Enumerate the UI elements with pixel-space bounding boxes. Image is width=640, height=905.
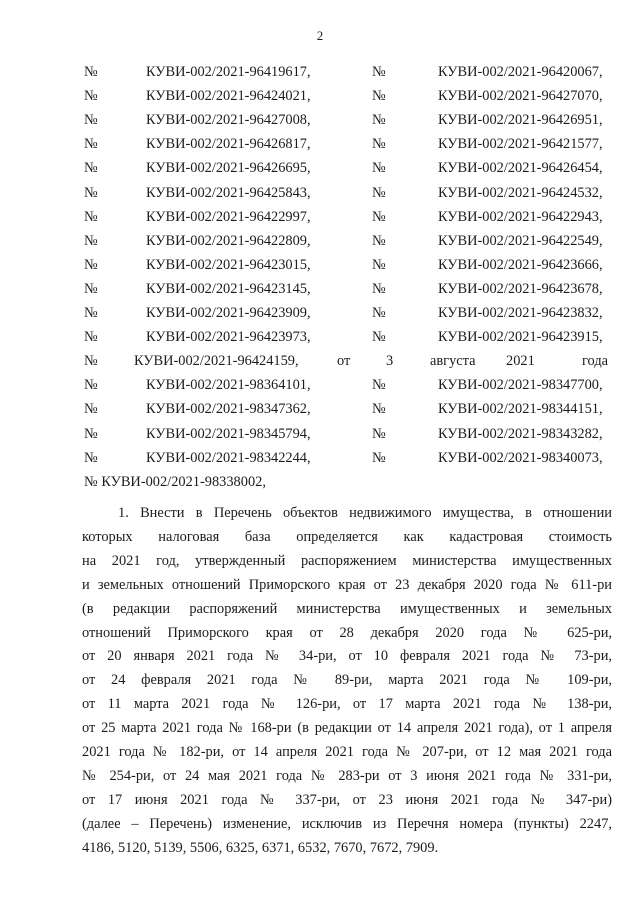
request-id: КУВИ-002/2021-98347362, bbox=[146, 401, 311, 418]
text-fragment: августа bbox=[430, 353, 476, 370]
request-id: КУВИ-002/2021-96423973, bbox=[146, 329, 311, 346]
paragraph-line: от 20 января 2021 года № 34-ри, от 10 февраля 2021 года № 73-ри, bbox=[82, 648, 612, 665]
text-fragment: года bbox=[582, 353, 609, 370]
request-id: КУВИ-002/2021-98344151, bbox=[438, 401, 603, 418]
number-sign: № bbox=[84, 112, 98, 129]
paragraph-line: которых налоговая база определяется как кадастровая стоимость bbox=[82, 528, 612, 545]
text-fragment: 2021 bbox=[506, 353, 535, 370]
number-sign: № bbox=[372, 401, 386, 418]
paragraph-line: от 24 февраля 2021 года № 89-ри, марта 2021 года № 109-ри, bbox=[82, 672, 612, 689]
number-sign: № bbox=[84, 329, 98, 346]
request-id: КУВИ-002/2021-98342244, bbox=[146, 449, 311, 466]
number-sign: № bbox=[372, 64, 386, 80]
number-sign: № bbox=[84, 280, 98, 297]
request-id: КУВИ-002/2021-96424532, bbox=[438, 184, 603, 201]
request-id: КУВИ-002/2021-96422809, bbox=[146, 232, 311, 249]
request-id: КУВИ-002/2021-98347700, bbox=[438, 377, 603, 394]
paragraph-line: отношений Приморского края от 28 декабря 2020 года № 625-ри, bbox=[82, 624, 612, 641]
number-sign: № bbox=[372, 232, 386, 249]
number-sign: № bbox=[84, 88, 98, 105]
paragraph-line: от 17 июня 2021 года № 337-ри, от 23 июня 2021 года № 347-ри) bbox=[82, 791, 612, 808]
number-sign: № bbox=[372, 112, 386, 129]
request-id: КУВИ-002/2021-98343282, bbox=[438, 425, 603, 442]
request-id: КУВИ-002/2021-96426951, bbox=[438, 112, 603, 129]
request-id: КУВИ-002/2021-96427008, bbox=[146, 112, 311, 129]
request-id-last: № КУВИ-002/2021-98338002, bbox=[84, 473, 266, 490]
number-sign: № bbox=[84, 64, 98, 80]
paragraph-line: 4186, 5120, 5139, 5506, 6325, 6371, 6532, 7670, 7672, 7909. bbox=[82, 839, 439, 856]
number-sign: № bbox=[372, 160, 386, 177]
request-id: КУВИ-002/2021-96426817, bbox=[146, 136, 311, 153]
request-id: КУВИ-002/2021-96421577, bbox=[438, 136, 603, 153]
number-sign: № bbox=[372, 305, 386, 321]
paragraph-line: 2021 года № 182-ри, от 14 апреля 2021 года № 207-ри, от 12 мая 2021 года bbox=[82, 744, 612, 760]
paragraph-line: (далее – Перечень) изменение, исключив из Перечня номера (пункты) 2247, bbox=[82, 815, 612, 832]
request-id: КУВИ-002/2021-96424159, bbox=[134, 353, 299, 370]
request-id: КУВИ-002/2021-96423666, bbox=[438, 256, 603, 273]
request-id: КУВИ-002/2021-96425843, bbox=[146, 184, 311, 201]
number-sign: № bbox=[84, 184, 98, 201]
number-sign: № bbox=[372, 88, 386, 105]
paragraph-line: от 11 марта 2021 года № 126-ри, от 17 марта 2021 года № 138-ри, bbox=[82, 696, 612, 713]
paragraph-line: 1. Внести в Перечень объектов недвижимого имущества, в отношении bbox=[118, 505, 612, 521]
request-id: КУВИ-002/2021-96423015, bbox=[146, 256, 311, 273]
paragraph-line: № 254-ри, от 24 мая 2021 года № 283-ри от 3 июня 2021 года № 331-ри, bbox=[82, 767, 612, 784]
request-id: КУВИ-002/2021-96419617, bbox=[146, 64, 311, 80]
number-sign: № bbox=[372, 329, 386, 346]
request-id: КУВИ-002/2021-96423145, bbox=[146, 280, 311, 297]
request-id: КУВИ-002/2021-98345794, bbox=[146, 425, 311, 442]
number-sign: № bbox=[84, 305, 98, 321]
request-id: КУВИ-002/2021-96423678, bbox=[438, 280, 603, 297]
request-id: КУВИ-002/2021-96424021, bbox=[146, 88, 311, 105]
request-id: КУВИ-002/2021-96426695, bbox=[146, 160, 311, 177]
number-sign: № bbox=[84, 208, 98, 225]
number-sign: № bbox=[372, 280, 386, 297]
request-id: КУВИ-002/2021-96420067, bbox=[438, 64, 603, 80]
request-id: КУВИ-002/2021-98364101, bbox=[146, 377, 311, 394]
number-sign: № bbox=[84, 232, 98, 249]
paragraph-line: от 25 марта 2021 года № 168-ри (в редакции от 14 апреля 2021 года), от 1 апреля bbox=[82, 720, 612, 737]
number-sign: № bbox=[372, 425, 386, 442]
number-sign: № bbox=[84, 449, 98, 466]
number-sign: № bbox=[84, 377, 98, 394]
paragraph-line: (в редакции распоряжений министерства имущественных и земельных bbox=[82, 600, 612, 617]
number-sign: № bbox=[84, 160, 98, 177]
text-fragment: № bbox=[84, 353, 98, 370]
page-number: 2 bbox=[316, 28, 324, 43]
number-sign: № bbox=[84, 256, 98, 273]
text-fragment: 3 bbox=[386, 353, 394, 370]
number-sign: № bbox=[84, 136, 98, 153]
request-id: КУВИ-002/2021-96426454, bbox=[438, 160, 603, 177]
request-id: КУВИ-002/2021-96422549, bbox=[438, 232, 603, 249]
request-id: КУВИ-002/2021-96423832, bbox=[438, 305, 603, 321]
number-sign: № bbox=[372, 377, 386, 394]
number-sign: № bbox=[84, 401, 98, 418]
number-sign: № bbox=[372, 256, 386, 273]
request-id: КУВИ-002/2021-96422943, bbox=[438, 208, 603, 225]
request-id: КУВИ-002/2021-96422997, bbox=[146, 208, 311, 225]
number-sign: № bbox=[372, 184, 386, 201]
number-sign: № bbox=[84, 425, 98, 442]
request-id: КУВИ-002/2021-96423915, bbox=[438, 329, 603, 346]
request-id: КУВИ-002/2021-98340073, bbox=[438, 449, 603, 466]
number-sign: № bbox=[372, 208, 386, 225]
number-sign: № bbox=[372, 136, 386, 153]
number-sign: № bbox=[372, 449, 386, 466]
request-id: КУВИ-002/2021-96427070, bbox=[438, 88, 603, 105]
paragraph-line: и земельных отношений Приморского края от 23 декабря 2020 года № 611-ри bbox=[82, 576, 612, 593]
request-id: КУВИ-002/2021-96423909, bbox=[146, 305, 311, 321]
text-fragment: от bbox=[337, 353, 351, 370]
paragraph-line: на 2021 год, утвержденный распоряжением министерства имущественных bbox=[82, 552, 612, 569]
